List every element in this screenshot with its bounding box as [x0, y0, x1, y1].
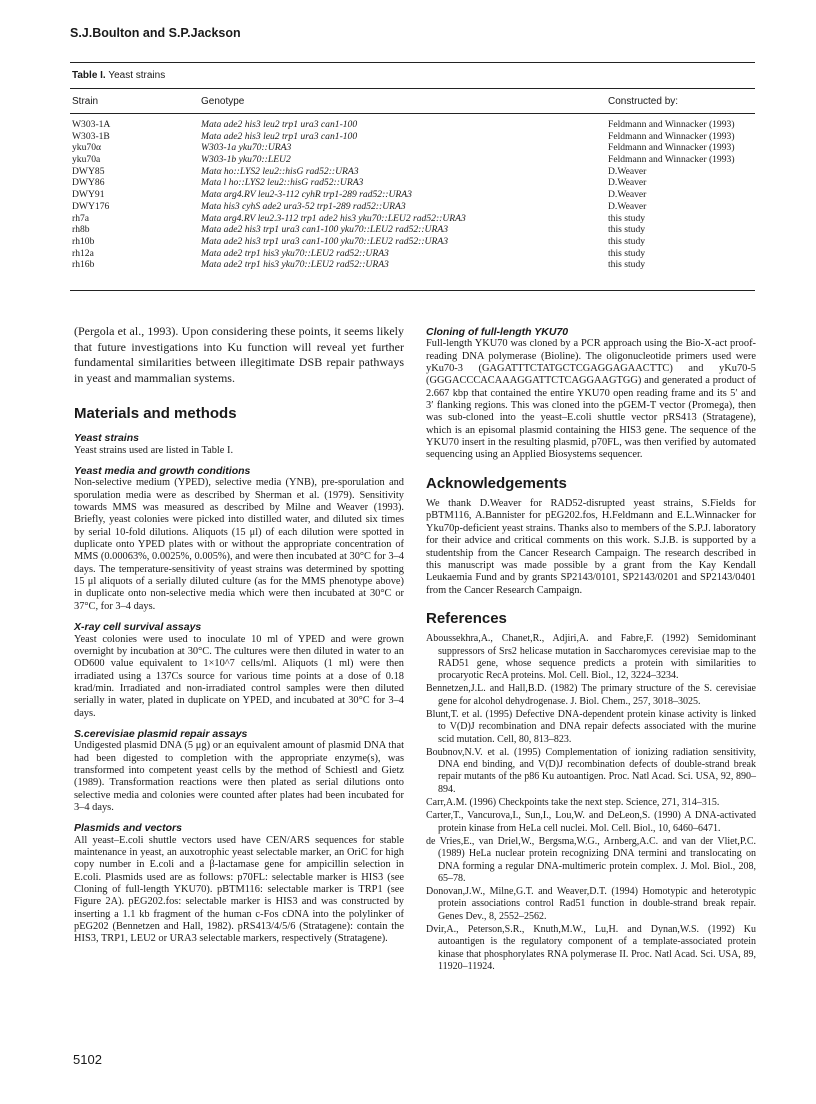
strain-cell: rh7a	[72, 212, 90, 224]
table-top-rule	[70, 62, 755, 63]
reference-item: Bennetzen,J.L. and Hall,B.D. (1982) The primary structure of the S. cerevisiae gene for alcohol dehydrogenase. J. Biol. Chem., 257, 3018–3025.	[426, 683, 756, 707]
strain-cell: DWY176	[72, 200, 110, 212]
page-number: 5102	[73, 1052, 102, 1067]
media-text: Non-selective medium (YPED), selective media (YNB), pre-sporulation and sporulation media were as described by Sherman et al. (1979). Sensitivity towards MMS was measured as described by Milne and Weaver (1993). Briefly, yeast colonies were picked into distilled water, and diluted six times by serial 10-fold dilutions. Aliquots (15 μl) of each dilution were spotted in duplicate onto YPED plates with or without the appropriate concentration of MMS (0.00063%, 0.0025%, 0.005%), and were then incubated at 30°C for 3–4 days. The temperature-sensitivity of yeast strains was determined by spotting 15 μl aliquots of a serially diluted culture (as for the MMS phenotype above) in duplicate onto non-selective media which were then incubated at 30°C or 37°C, for 3–4 days.	[74, 477, 404, 612]
table-row	[72, 166, 755, 178]
genotype-cell: Mata l ho::LYS2 leu2::hisG rad52::URA3	[201, 177, 364, 189]
yeast-strains-text: Yeast strains used are listed in Table I.	[74, 444, 234, 456]
intro-paragraph: (Pergola et al., 1993). Upon considering these points, it seems likely that future investigations into Ku function will reveal yet further fundamental similarities between illegitimate DSB repair pathways in yeast and mammalian systems.	[74, 324, 404, 385]
plasmid-repair-text: Undigested plasmid DNA (5 μg) or an equivalent amount of plasmid DNA that had been digested to completion with the appropriate enzyme(s), was transformed into competent yeast cells by the method of Schiestl and Gietz (1989). Transformation reactions were then plated as serial dilutions onto selective media and colonies were counted after plates had been incubated for 3–4 days.	[74, 740, 404, 813]
table-body	[72, 119, 755, 271]
reference-item: Donovan,J.W., Milne,G.T. and Weaver,D.T. (1994) Homotypic and heterotypic protein associations control Rad51 function in double-strand break repair. Genes Dev., 8, 2552–2562.	[426, 886, 756, 922]
constructed-by-cell: this study	[608, 235, 646, 247]
table-row	[72, 248, 755, 260]
strain-cell: rh10b	[72, 235, 95, 247]
constructed-by-cell: Feldmann and Winnacker (1993)	[608, 154, 735, 166]
strain-cell: DWY85	[72, 165, 105, 177]
genotype-cell: W303-1a yku70::URA3	[201, 142, 292, 154]
reference-item: Blunt,T. et al. (1995) Defective DNA-dependent protein kinase activity is linked to V(D)J recombination and DNA repair defects associated with the murine scid mutation. Cell, 80, 813–823.	[426, 709, 756, 745]
strain-cell: W303-1A	[72, 119, 111, 130]
constructed-by-cell: Feldmann and Winnacker (1993)	[608, 119, 735, 130]
genotype-cell: Mata ade2 trp1 his3 yku70::LEU2 rad52::URA3	[201, 247, 389, 259]
table-header-constructed: Constructed by:	[608, 96, 679, 107]
constructed-by-cell: this study	[608, 212, 646, 224]
constructed-by-cell: D.Weaver	[608, 165, 647, 177]
vectors-text: All yeast–E.coli shuttle vectors used have CEN/ARS sequences for stable maintenance in yeast, an auxotrophic yeast selectable marker, an OriC for high copy number in E.coli and a β-lactamase gene for ampicillin selection in E.coli. Plasmids used are as follows: p70FL: selectable marker is HIS3 (see Cloning of full-length YKU70). pBTM116: selectable marker is TRP1 (see Figure 2A). pEG202.fos: selectable marker is HIS3 and was constructed by inserting a 1.1 kb fragment of the human c-Fos cDNA into the polylinker of pEG202 (Bennetzen and Hall, 1982). pRS413/4/5/6 (Stratagene): contain the HIS3, TRP1, LEU2 or URA3 selectable markers, respectively (Stratagene).	[74, 834, 404, 945]
reference-list	[426, 633, 756, 973]
cloning-heading: Cloning of full-length YKU70	[426, 326, 569, 338]
media-heading: Yeast media and growth conditions	[74, 465, 251, 478]
strain-cell: DWY91	[72, 189, 105, 201]
yeast-strains-heading: Yeast strains	[74, 432, 139, 445]
strain-cell: W303-1B	[72, 130, 110, 142]
genotype-cell: Matα arg4.RV leu2-3-112 cyhR trp1-289 rad52::URA3	[201, 189, 412, 201]
genotype-cell: Mata ade2 his3 leu2 trp1 ura3 can1-100	[201, 119, 358, 130]
table-header-rule-bottom	[70, 113, 755, 114]
table-header-rule-top	[70, 88, 755, 89]
constructed-by-cell: D.Weaver	[608, 200, 647, 212]
table-row	[72, 119, 755, 131]
strain-cell: rh8b	[72, 224, 90, 236]
table-bottom-rule	[70, 290, 755, 291]
reference-item: de Vries,E., van Driel,W., Bergsma,W.G., Arnberg,A.C. and van der Vliet,P.C. (1989) HeLa nuclear protein recognizing DNA termini and translocating on DNA forming a regular DNA-multimeric protein complex. J. Mol. Biol., 208, 65–78.	[426, 835, 756, 884]
table-row	[72, 142, 755, 154]
genotype-cell: Mata ade2 his3 leu2 trp1 ura3 can1-100	[201, 130, 358, 142]
genotype-cell: Mata ade2 his3 trp1 ura3 can1-100 yku70::LEU2 rad52::URA3	[201, 224, 449, 236]
xray-heading: X-ray cell survival assays	[74, 621, 202, 634]
genotype-cell: Mata arg4.RV leu2.3-112 trp1 ade2 his3 yku70::LEU2 rad52::URA3	[201, 212, 466, 224]
vectors-heading: Plasmids and vectors	[74, 822, 182, 835]
running-header: S.J.Boulton and S.P.Jackson	[70, 26, 241, 40]
table-row	[72, 201, 755, 213]
table-row	[72, 224, 755, 236]
table-caption	[72, 70, 165, 81]
table-row	[72, 259, 755, 271]
plasmid-repair-heading: S.cerevisiae plasmid repair assays	[74, 727, 248, 740]
constructed-by-cell: Feldmann and Winnacker (1993)	[608, 142, 735, 154]
strain-cell: rh16b	[72, 259, 95, 271]
references-heading: References	[426, 609, 507, 627]
table-header-strain: Strain	[72, 96, 99, 107]
genotype-cell: Mata ade2 trp1 his3 yku70::LEU2 rad52::URA3	[201, 259, 389, 271]
constructed-by-cell: Feldmann and Winnacker (1993)	[608, 130, 735, 142]
constructed-by-cell: this study	[608, 259, 646, 271]
genotype-cell: Mata ade2 his3 trp1 ura3 can1-100 yku70::LEU2 rad52::URA3	[201, 235, 449, 247]
genotype-cell: Mata his3 cyhS ade2 ura3-52 trp1-289 rad52::URA3	[201, 200, 406, 212]
constructed-by-cell: D.Weaver	[608, 189, 647, 201]
constructed-by-cell: this study	[608, 247, 646, 259]
constructed-by-cell: D.Weaver	[608, 177, 647, 189]
reference-item: Aboussekhra,A., Chanet,R., Adjiri,A. and Fabre,F. (1992) Semidominant suppressors of Srs2 helicase mutation in Saccharomyces cerevisiae map to the RAD51 gene, whose sequence predicts a protein with similarities to procaryotic RecA proteins. Mol. Cell. Biol., 12, 3224–3234.	[426, 633, 756, 682]
right-column	[426, 326, 756, 974]
strain-cell: yku70a	[72, 154, 101, 166]
left-column	[74, 324, 404, 946]
strain-cell: yku70α	[72, 142, 102, 154]
table-row	[72, 189, 755, 201]
strain-cell: rh12a	[72, 247, 94, 259]
table-row	[72, 177, 755, 189]
table-header-genotype: Genotype	[201, 96, 245, 107]
table-row	[72, 131, 755, 143]
genotype-cell: Matα ho::LYS2 leu2::hisG rad52::URA3	[201, 165, 359, 177]
reference-item: Carter,T., Vancurova,I., Sun,I., Lou,W. and DeLeon,S. (1990) A DNA-activated protein kinase from HeLa cell nuclei. Mol. Cell. Biol., 10, 6460–6471.	[426, 810, 756, 834]
xray-text: Yeast colonies were used to inoculate 10 ml of YPED and were grown overnight by incubation at 30°C. The cultures were then diluted in water to an OD600 value equivalent to 1×10^7 cells/ml. Aliquots (1 ml) were then irradiated using a 137Cs source for various time points at a dose of 0.18 krad/min. Irradiated and non-irradiated control samples were then diluted serially in water, plated in duplicate on YPED, and incubated at 30°C for 3–4 days.	[74, 633, 404, 719]
acknowledgements-text: We thank D.Weaver for RAD52-disrupted yeast strains, S.Fields for pBTM116, A.Bannister for pEG202.fos, H.Feldmann and E.L.Winnacker for Yku70p-deficient yeast strains. Thanks also to members of the S.P.J. laboratory for their advice and critical comments on this work. S.J.B. is supported by a studentship from the Cancer Research Campaign. The research described in this manuscript was made possible by a grant from the Kay Kendall Leukaemia Fund and by grants SP2143/0101, SP2143/0201 and SP2143/0401 from the Cancer Research Campaign.	[426, 498, 756, 596]
table-row	[72, 236, 755, 248]
table-label: Table I.	[72, 70, 106, 81]
reference-item: Dvir,A., Peterson,S.R., Knuth,M.W., Lu,H. and Dynan,W.S. (1992) Ku autoantigen is the regulatory component of a template-associated protein kinase that phosphorylates RNA polymerase II. Proc. Natl Acad. Sci. USA, 89, 11920–11924.	[426, 924, 756, 972]
table-title: Yeast strains	[108, 70, 166, 81]
constructed-by-cell: this study	[608, 224, 646, 236]
materials-methods-heading: Materials and methods	[74, 405, 237, 422]
acknowledgements-heading: Acknowledgements	[426, 474, 567, 492]
table-row	[72, 154, 755, 166]
strain-cell: DWY86	[72, 177, 105, 189]
genotype-cell: W303-1b yku70::LEU2	[201, 154, 291, 166]
cloning-text: Full-length YKU70 was cloned by a PCR approach using the Bio-X-act proof-reading DNA polymerase (Bioline). The oligonucleotide primers used were yKu70-3 (GAGATTTCTATGCTCGAGGAGAACTTC) and yKu70-5 (GGGACCCACAAAGGATTCTCAGGAAGTGG) and generated a product of 2.667 kbp that contained the entire YKU70 open reading frame and its 5′ and 3′ flanking regions. This was cloned into the pGEM-T vector (Promega), then was sub-cloned into the yeast–E.coli shuttle vector pRS413 (Stratagene), which is an episomal plasmid containing the HIS3 gene. The sequence of the YKU70 insert in the resulting plasmid, p70FL, was then verified by automated sequencing using an Applied Biosystems sequencer.	[426, 338, 756, 461]
reference-item: Boubnov,N.V. et al. (1995) Complementation of ionizing radiation sensitivity, DNA end binding, and V(D)J recombination defects of double-strand break repair mutants of the p86 Ku autoantigen. Proc. Natl Acad. Sci. USA, 92, 890–894.	[426, 746, 756, 795]
table-row	[72, 213, 755, 225]
reference-item: Carr,A.M. (1996) Checkpoints take the next step. Science, 271, 314–315.	[426, 797, 720, 809]
